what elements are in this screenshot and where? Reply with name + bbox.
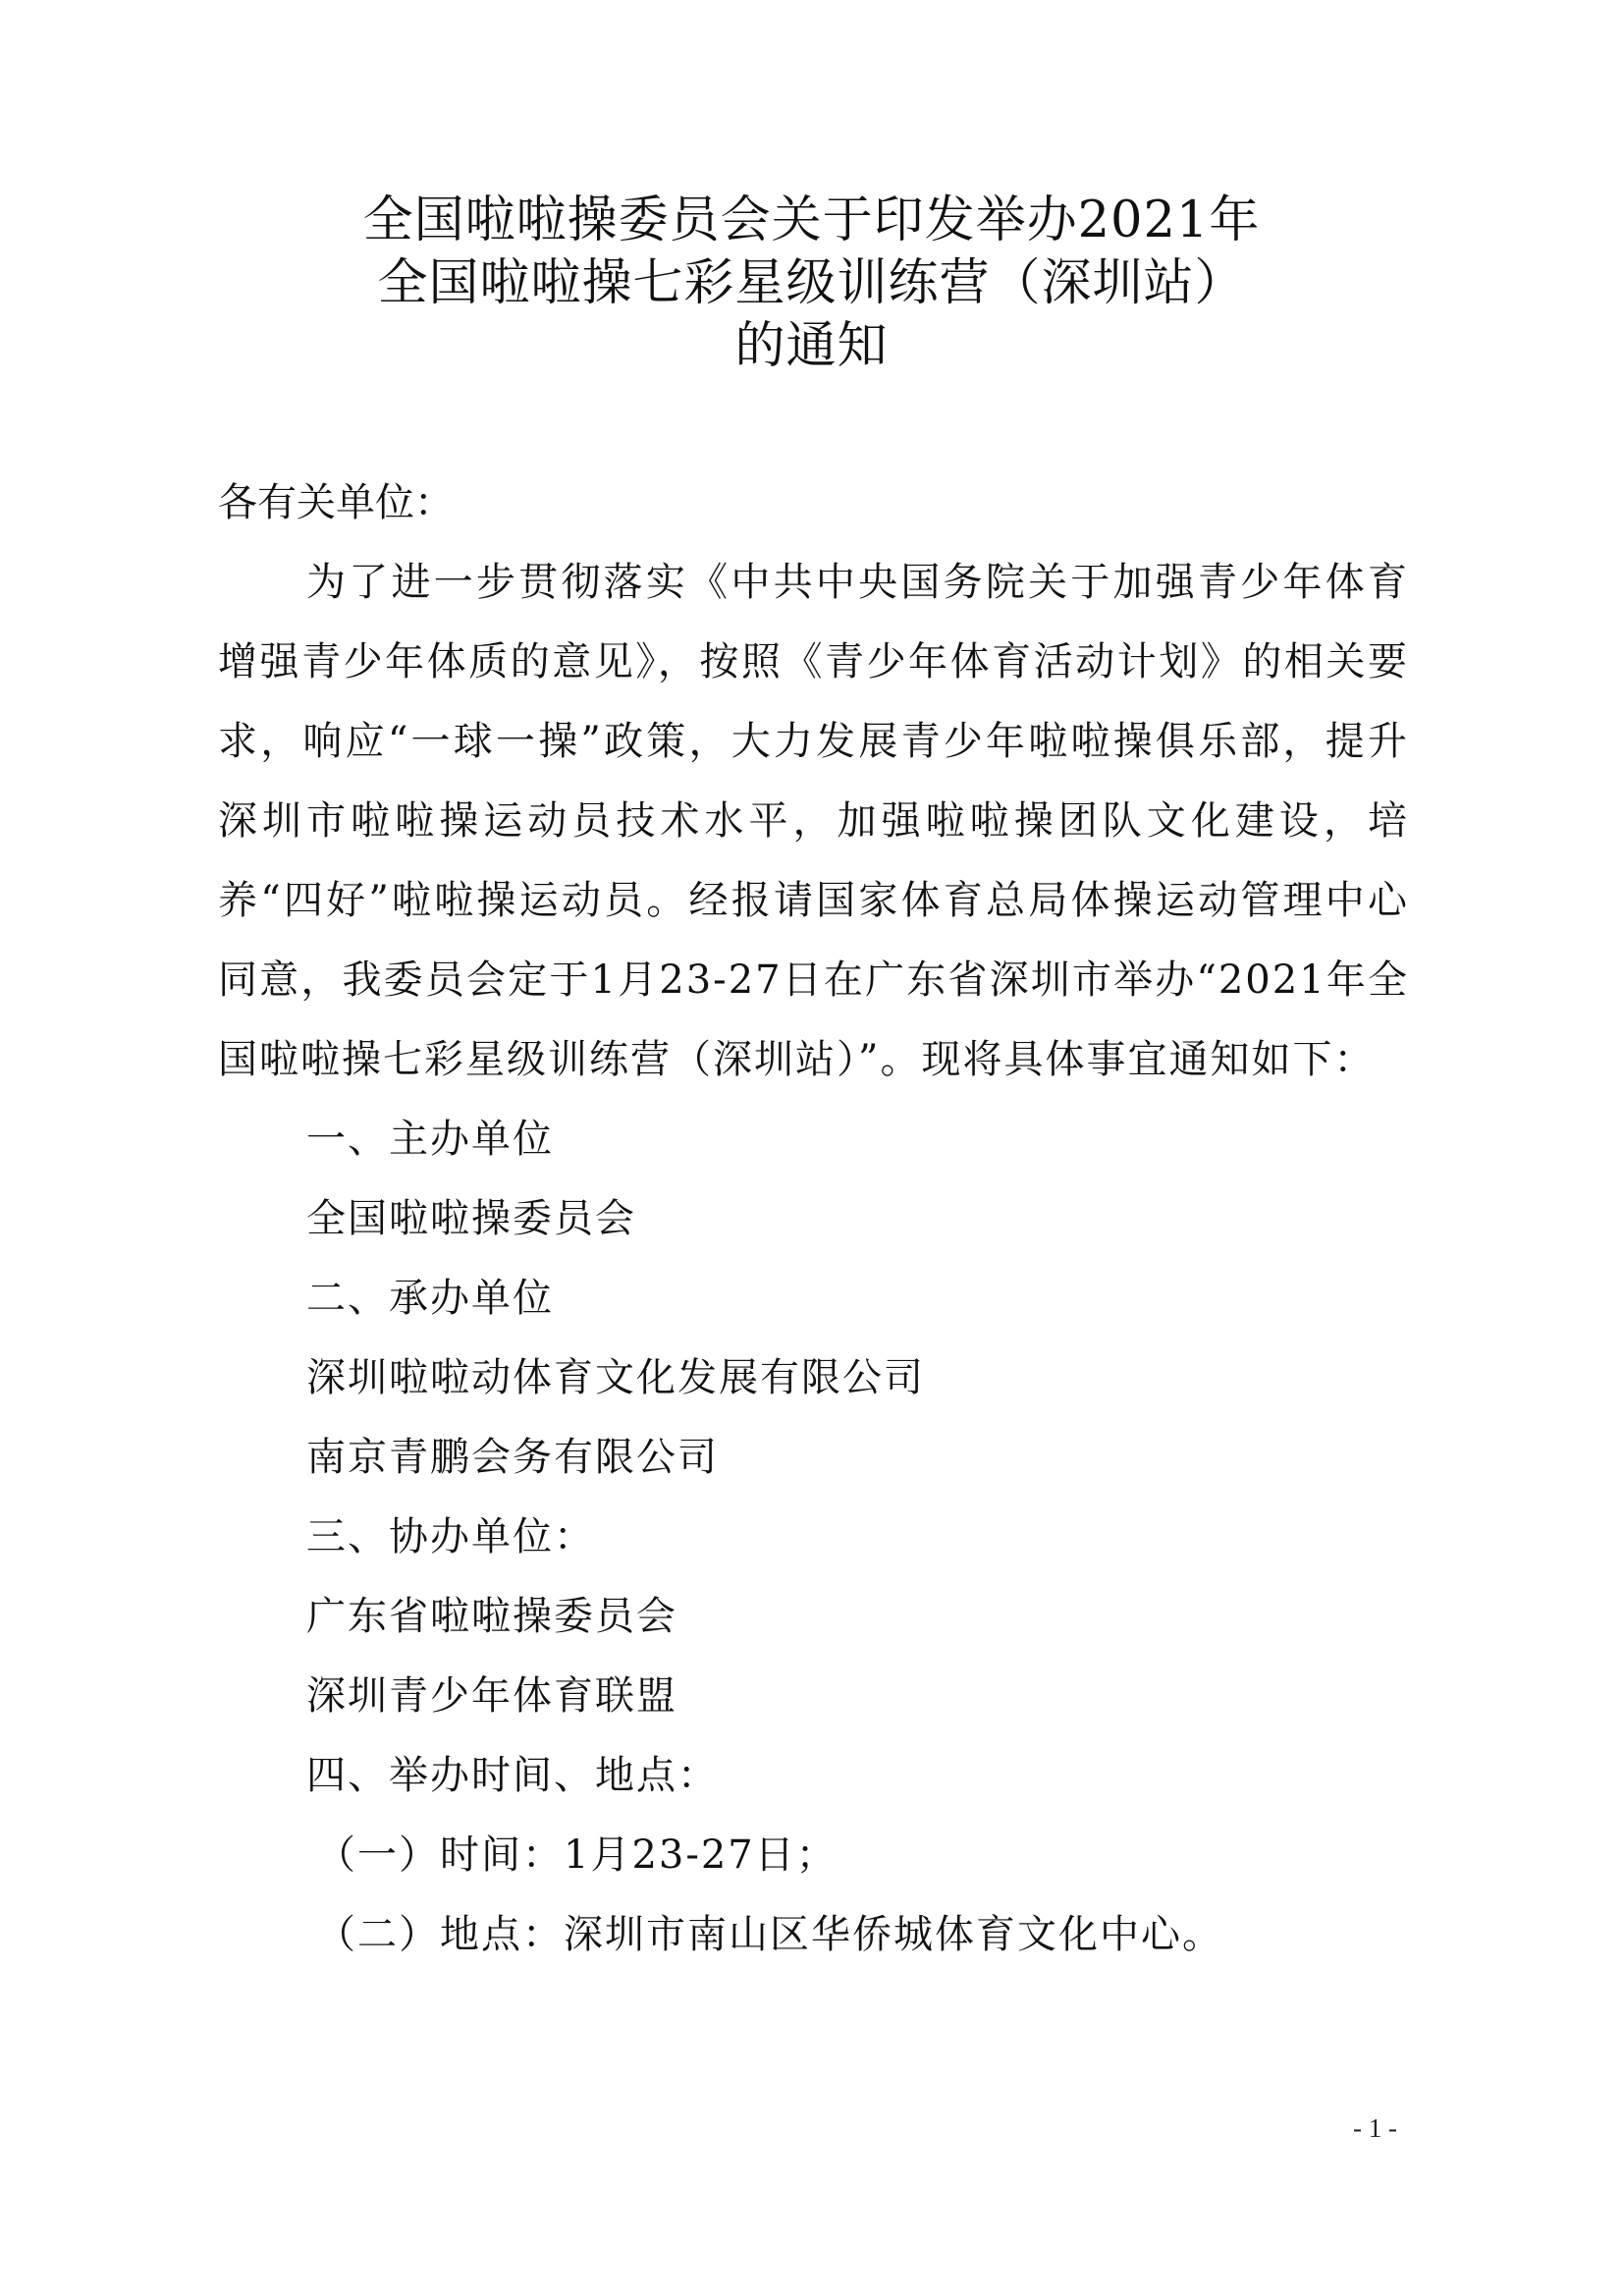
organizer-line: 全国啦啦操委员会 [306, 1196, 636, 1241]
intro-paragraph: 为了进一步贯彻落实《中共中央国务院关于加强青少年体育增强青少年体质的意见》，按照《青少年体育活动计划》的相关要求，响应“一球一操”政策，大力发展青少年啦啦操俱乐部，提升深圳市啦啦操运动员技术水平，加强啦啦操团队文化建设，培养“四好”啦啦操运动员。经报请国家体育总局体操运动管理中心同意，我委员会定于1月23-27日在广东省深圳市举办“2021年全国啦啦操七彩星级训练营（深圳站）”。现将具体事宜通知如下： [218, 560, 1409, 1082]
title-line-3: 的通知 [734, 317, 889, 375]
document-body [218, 464, 1409, 1975]
title-line-2: 全国啦啦操七彩星级训练营（深圳站） [377, 254, 1246, 312]
salutation: 各有关单位： [218, 480, 454, 525]
co-organizer-line: 广东省啦啦操委员会 [306, 1594, 677, 1639]
title-line-1: 全国啦啦操委员会关于印发举办2021年 [362, 191, 1261, 249]
location-line: （二）地点：深圳市南山区华侨城体育文化中心。 [316, 1912, 1223, 1957]
document-title [0, 190, 1623, 378]
co-organizer-line: 深圳青少年体育联盟 [306, 1673, 677, 1719]
host-line: 南京青鹏会务有限公司 [306, 1435, 719, 1480]
section-heading-organizer: 一、主办单位 [306, 1117, 554, 1162]
section-heading-host: 二、承办单位 [306, 1276, 554, 1321]
page-number: - 1 - [1353, 2113, 1397, 2143]
section-heading-time-location: 四、举办时间、地点： [306, 1753, 719, 1798]
host-line: 深圳啦啦动体育文化发展有限公司 [306, 1355, 925, 1400]
section-heading-co-organizer: 三、协办单位： [306, 1514, 595, 1559]
time-line: （一）时间：1月23-27日； [316, 1832, 838, 1878]
